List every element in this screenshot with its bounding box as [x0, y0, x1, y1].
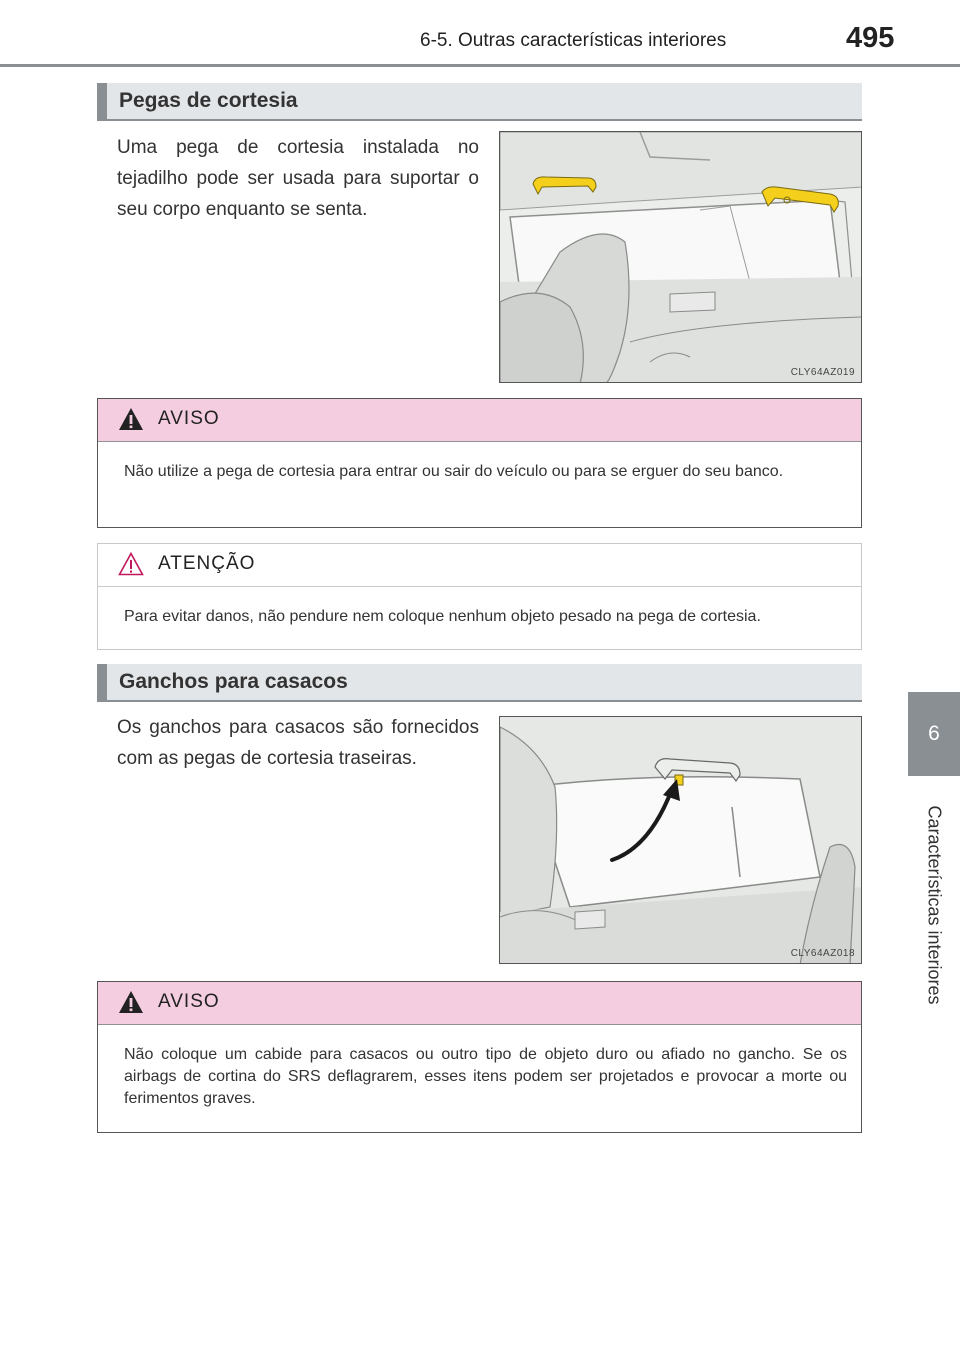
running-header-section: 6-5. Outras características interiores — [420, 30, 727, 51]
warning-label: AVISO — [158, 408, 220, 429]
chapter-tab — [908, 692, 960, 776]
warning-text: Não utilize a pega de cortesia para entrar ou sair do veículo ou para se erguer do seu banco. — [124, 463, 784, 480]
header-rule — [0, 64, 960, 67]
caution-label: ATENÇÃO — [158, 553, 256, 574]
chapter-side-label — [906, 790, 960, 1020]
section-heading-courtesy-handles — [97, 83, 862, 121]
section-body-text: Os ganchos para casacos são fornecidos com as pegas de cortesia traseiras. — [117, 717, 479, 769]
page-number: 495 — [846, 22, 895, 54]
coat-hook-illustration — [499, 716, 862, 964]
warning-triangle-icon — [118, 990, 144, 1014]
warning-header — [98, 982, 861, 1025]
warning-header — [98, 399, 861, 442]
warning-box-aviso-hooks — [97, 981, 862, 1133]
warning-triangle-icon — [118, 407, 144, 431]
caution-box-atencao — [97, 543, 862, 650]
car-interior-coat-hook-drawing — [500, 717, 862, 964]
car-interior-roof-handles-drawing — [500, 132, 862, 383]
chapter-number: 6 — [928, 722, 940, 745]
chapter-label: Características interiores — [924, 805, 945, 1005]
caution-header — [98, 544, 861, 587]
courtesy-handles-illustration — [499, 131, 862, 383]
figure-code: CLY64AZ019 — [790, 367, 855, 378]
warning-text: Não coloque um cabide para casacos ou outro tipo de objeto duro ou afiado no gancho. Se os airbags de cortina do SRS deflagrarem, esses itens podem ser projetados e provocar a morte ou ferimentos graves. — [124, 1046, 847, 1107]
section-title: Ganchos para casacos — [119, 670, 348, 693]
caution-text: Para evitar danos, não pendure nem coloque nenhum objeto pesado na pega de cortesia. — [124, 608, 761, 625]
figure-code: CLY64AZ018 — [790, 948, 855, 959]
section-body-text: Uma pega de cortesia instalada no tejadilho pode ser usada para suportar o seu corpo enquanto se senta. — [117, 137, 479, 220]
section-heading-coat-hooks — [97, 664, 862, 702]
section-title: Pegas de cortesia — [119, 89, 298, 112]
warning-box-aviso — [97, 398, 862, 528]
warning-label: AVISO — [158, 991, 220, 1012]
caution-triangle-icon — [118, 552, 144, 576]
